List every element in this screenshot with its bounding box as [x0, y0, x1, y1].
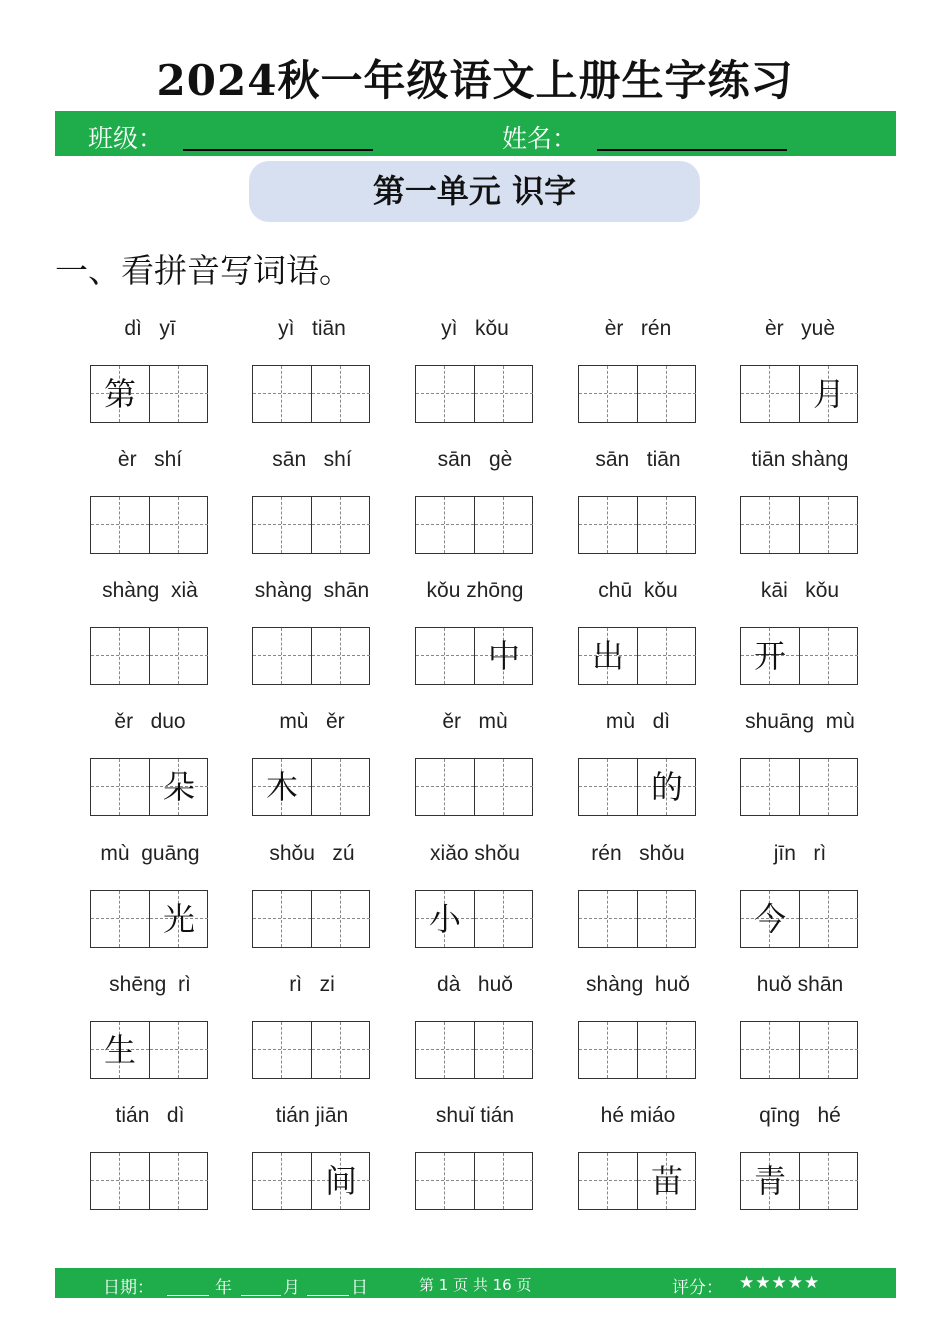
- writing-square[interactable]: [579, 891, 637, 947]
- writing-square[interactable]: [741, 366, 799, 422]
- hint-character: 小: [428, 900, 461, 938]
- exercise-item: [65, 317, 235, 447]
- exercise-item: [227, 448, 397, 578]
- hint-character: [579, 1022, 637, 1078]
- hint-character: [741, 497, 799, 553]
- hint-character: [800, 891, 858, 947]
- writing-square[interactable]: [253, 628, 311, 684]
- hint-character: [253, 628, 311, 684]
- pinyin-label: shuāng mù: [745, 710, 855, 733]
- hint-character: [579, 891, 637, 947]
- hint-character: [91, 759, 149, 815]
- hint-character: [475, 1022, 533, 1078]
- writing-square[interactable]: [741, 891, 799, 947]
- exercise-item: [715, 842, 885, 972]
- pinyin-label: yì kǒu: [441, 317, 509, 340]
- pinyin-label: shàng huǒ: [586, 973, 690, 996]
- writing-square[interactable]: [474, 366, 532, 422]
- hint-character: [800, 1153, 858, 1209]
- writing-grid: [415, 758, 533, 816]
- writing-grid: [90, 496, 208, 554]
- exercise-item: [390, 448, 560, 578]
- writing-square[interactable]: [149, 1153, 207, 1209]
- writing-square[interactable]: [799, 759, 857, 815]
- pinyin-label: rì zi: [289, 973, 335, 996]
- writing-grid: [578, 365, 696, 423]
- unit-heading: 第一单元 识字: [249, 161, 700, 222]
- writing-square[interactable]: [416, 366, 474, 422]
- writing-grid: [252, 496, 370, 554]
- pinyin-label: sān gè: [437, 448, 513, 471]
- hint-character: [312, 366, 370, 422]
- writing-grid: [90, 365, 208, 423]
- exercise-item: [390, 842, 560, 972]
- hint-character: [416, 1022, 474, 1078]
- hint-character: 中: [487, 637, 520, 675]
- hint-character: [150, 628, 208, 684]
- hint-character: [475, 366, 533, 422]
- hint-character: 木: [265, 768, 298, 806]
- writing-square[interactable]: [311, 1022, 369, 1078]
- hint-character: 苗: [650, 1162, 683, 1200]
- writing-grid: [252, 1021, 370, 1079]
- exercise-item: [553, 842, 723, 972]
- writing-square[interactable]: [741, 1022, 799, 1078]
- score-label: 评分：: [672, 1278, 723, 1298]
- hint-character: [253, 1022, 311, 1078]
- writing-square[interactable]: [416, 891, 474, 947]
- writing-square[interactable]: [253, 1022, 311, 1078]
- hint-character: [800, 1022, 858, 1078]
- hint-character: 月: [812, 375, 845, 413]
- writing-square[interactable]: [799, 891, 857, 947]
- class-blank-line[interactable]: [183, 149, 373, 151]
- exercise-item: [227, 842, 397, 972]
- writing-grid: [252, 1152, 370, 1210]
- writing-square[interactable]: [253, 1153, 311, 1209]
- writing-square[interactable]: [637, 891, 695, 947]
- writing-grid: [415, 627, 533, 685]
- writing-grid: [252, 890, 370, 948]
- hint-character: 生: [103, 1031, 136, 1069]
- writing-grid: [740, 1021, 858, 1079]
- hint-character: [416, 628, 474, 684]
- exercise-item: [715, 710, 885, 840]
- hint-character: [416, 366, 474, 422]
- hint-character: 间: [324, 1162, 357, 1200]
- hint-character: [150, 1022, 208, 1078]
- exercise-item: [553, 317, 723, 447]
- writing-square[interactable]: [799, 628, 857, 684]
- exercise-item: [65, 1104, 235, 1234]
- writing-grid: [252, 365, 370, 423]
- hint-character: 朵: [162, 768, 195, 806]
- exercise-item: [715, 317, 885, 447]
- hint-character: [416, 759, 474, 815]
- hint-character: [253, 366, 311, 422]
- hint-character: [579, 759, 637, 815]
- writing-square[interactable]: [253, 366, 311, 422]
- pinyin-label: mù guāng: [100, 842, 200, 865]
- writing-grid: [415, 890, 533, 948]
- hint-character: [416, 1153, 474, 1209]
- writing-square[interactable]: [474, 759, 532, 815]
- writing-square[interactable]: [91, 1153, 149, 1209]
- writing-grid: [740, 496, 858, 554]
- writing-square[interactable]: [637, 759, 695, 815]
- day-blank[interactable]: [307, 1295, 349, 1296]
- writing-square[interactable]: [799, 1153, 857, 1209]
- pinyin-label: tián jiān: [275, 1104, 349, 1127]
- hint-character: 今: [753, 900, 786, 938]
- writing-grid: [90, 890, 208, 948]
- writing-grid: [740, 1152, 858, 1210]
- writing-square[interactable]: [416, 497, 474, 553]
- writing-square[interactable]: [416, 628, 474, 684]
- hint-character: [638, 891, 696, 947]
- pinyin-label: huǒ shān: [756, 973, 844, 996]
- writing-square[interactable]: [416, 759, 474, 815]
- hint-character: [416, 497, 474, 553]
- writing-square[interactable]: [91, 759, 149, 815]
- writing-square[interactable]: [474, 1153, 532, 1209]
- day-label: 日: [351, 1278, 368, 1298]
- writing-grid: [90, 627, 208, 685]
- writing-grid: [415, 1021, 533, 1079]
- hint-character: [253, 891, 311, 947]
- writing-square[interactable]: [474, 628, 532, 684]
- writing-square[interactable]: [579, 759, 637, 815]
- writing-grid: [740, 890, 858, 948]
- writing-grid: [578, 890, 696, 948]
- footer-bar: [55, 1268, 896, 1298]
- hint-character: [91, 891, 149, 947]
- hint-character: [800, 628, 858, 684]
- writing-square[interactable]: [416, 1022, 474, 1078]
- writing-square[interactable]: [799, 366, 857, 422]
- name-blank-line[interactable]: [597, 149, 787, 151]
- writing-square[interactable]: [149, 366, 207, 422]
- writing-square[interactable]: [637, 497, 695, 553]
- writing-square[interactable]: [741, 759, 799, 815]
- pinyin-label: jīn rì: [773, 842, 827, 865]
- name-label: 姓名：: [502, 124, 578, 153]
- hint-character: [253, 1153, 311, 1209]
- exercise-item: [715, 448, 885, 578]
- exercise-item: [553, 1104, 723, 1234]
- exercise-item: [227, 1104, 397, 1234]
- writing-square[interactable]: [149, 891, 207, 947]
- writing-grid: [578, 627, 696, 685]
- exercise-item: [715, 1104, 885, 1234]
- writing-square[interactable]: [311, 759, 369, 815]
- exercise-item: [227, 579, 397, 709]
- hint-character: [638, 366, 696, 422]
- hint-character: [91, 1153, 149, 1209]
- writing-grid: [740, 758, 858, 816]
- hint-character: [800, 759, 858, 815]
- exercise-item: [715, 973, 885, 1103]
- class-label: 班级：: [88, 124, 164, 153]
- pinyin-label: ěr mù: [442, 710, 508, 733]
- pinyin-label: ěr duo: [114, 710, 186, 733]
- exercise-item: [65, 448, 235, 578]
- writing-square[interactable]: [311, 628, 369, 684]
- writing-square[interactable]: [253, 891, 311, 947]
- pinyin-label: shàng shān: [254, 579, 370, 602]
- hint-character: [475, 497, 533, 553]
- hint-character: [312, 628, 370, 684]
- info-bar: [55, 111, 896, 156]
- writing-grid: [578, 496, 696, 554]
- year-blank[interactable]: [167, 1295, 209, 1296]
- writing-grid: [578, 1021, 696, 1079]
- writing-grid: [740, 627, 858, 685]
- hint-character: [91, 497, 149, 553]
- writing-grid: [252, 758, 370, 816]
- hint-character: [741, 366, 799, 422]
- exercise-item: [390, 579, 560, 709]
- pinyin-label: mù ěr: [279, 710, 345, 733]
- pinyin-label: kāi kǒu: [760, 579, 840, 602]
- hint-character: [312, 759, 370, 815]
- writing-square[interactable]: [637, 1022, 695, 1078]
- exercise-item: [553, 579, 723, 709]
- writing-square[interactable]: [91, 1022, 149, 1078]
- pinyin-label: kǒu zhōng: [426, 579, 524, 602]
- writing-square[interactable]: [149, 759, 207, 815]
- pinyin-label: shuǐ tián: [435, 1104, 515, 1127]
- hint-character: [312, 891, 370, 947]
- writing-square[interactable]: [637, 366, 695, 422]
- pinyin-label: chū kǒu: [598, 579, 678, 602]
- writing-square[interactable]: [474, 497, 532, 553]
- hint-character: [253, 497, 311, 553]
- hint-character: [800, 497, 858, 553]
- writing-square[interactable]: [637, 628, 695, 684]
- hint-character: [475, 891, 533, 947]
- hint-character: [91, 628, 149, 684]
- exercise-item: [553, 448, 723, 578]
- exercise-item: [390, 317, 560, 447]
- exercise-item: [65, 579, 235, 709]
- exercise-item: [227, 317, 397, 447]
- worksheet-title: 2024秋一年级语文上册生字练习: [156, 56, 794, 105]
- pinyin-label: shǒu zú: [269, 842, 355, 865]
- hint-character: [741, 759, 799, 815]
- hint-character: [579, 1153, 637, 1209]
- exercise-item: [227, 973, 397, 1103]
- writing-square[interactable]: [741, 497, 799, 553]
- writing-square[interactable]: [474, 891, 532, 947]
- pinyin-label: xiǎo shǒu: [430, 842, 520, 865]
- exercise-item: [390, 710, 560, 840]
- writing-square[interactable]: [311, 497, 369, 553]
- exercise-item: [553, 710, 723, 840]
- hint-character: 第: [103, 375, 136, 413]
- writing-grid: [90, 1152, 208, 1210]
- writing-square[interactable]: [741, 628, 799, 684]
- month-blank[interactable]: [241, 1295, 281, 1296]
- writing-square[interactable]: [311, 1153, 369, 1209]
- hint-character: [638, 497, 696, 553]
- hint-character: 青: [753, 1162, 786, 1200]
- writing-square[interactable]: [91, 891, 149, 947]
- pinyin-label: tián dì: [115, 1104, 185, 1127]
- writing-square[interactable]: [741, 1153, 799, 1209]
- writing-square[interactable]: [637, 1153, 695, 1209]
- hint-character: [741, 1022, 799, 1078]
- pinyin-label: qīng hé: [759, 1104, 841, 1127]
- writing-square[interactable]: [311, 891, 369, 947]
- writing-square[interactable]: [149, 1022, 207, 1078]
- writing-square[interactable]: [579, 497, 637, 553]
- exercise-item: [227, 710, 397, 840]
- exercise-item: [65, 842, 235, 972]
- page-info: 第 1 页 共 16 页: [419, 1276, 532, 1294]
- writing-square[interactable]: [91, 497, 149, 553]
- hint-character: [579, 366, 637, 422]
- month-label: 月: [283, 1278, 300, 1298]
- hint-character: [312, 1022, 370, 1078]
- hint-character: 光: [162, 900, 195, 938]
- writing-grid: [90, 1021, 208, 1079]
- hint-character: [475, 1153, 533, 1209]
- exercise-item: [65, 710, 235, 840]
- writing-square[interactable]: [799, 497, 857, 553]
- hint-character: 开: [753, 637, 786, 675]
- writing-square[interactable]: [149, 497, 207, 553]
- pinyin-label: dì yī: [124, 317, 176, 340]
- pinyin-label: shēng rì: [109, 973, 191, 996]
- writing-grid: [578, 1152, 696, 1210]
- pinyin-label: sān tiān: [595, 448, 681, 471]
- hint-character: 出: [591, 637, 624, 675]
- pinyin-label: hé miáo: [600, 1104, 676, 1127]
- writing-square[interactable]: [253, 497, 311, 553]
- writing-square[interactable]: [311, 366, 369, 422]
- year-label: 年: [215, 1278, 232, 1298]
- writing-square[interactable]: [579, 1153, 637, 1209]
- writing-grid: [415, 1152, 533, 1210]
- writing-square[interactable]: [416, 1153, 474, 1209]
- pinyin-label: sān shí: [272, 448, 352, 471]
- hint-character: [579, 497, 637, 553]
- hint-character: [638, 1022, 696, 1078]
- hint-character: 的: [650, 768, 683, 806]
- writing-grid: [90, 758, 208, 816]
- exercise-item: [390, 1104, 560, 1234]
- pinyin-label: èr shí: [117, 448, 183, 471]
- writing-grid: [740, 365, 858, 423]
- exercise-item: [553, 973, 723, 1103]
- pinyin-label: shàng xià: [102, 579, 198, 602]
- pinyin-label: èr rén: [604, 317, 672, 340]
- exercise-item: [715, 579, 885, 709]
- pinyin-label: yì tiān: [278, 317, 346, 340]
- pinyin-label: dà huǒ: [437, 973, 513, 996]
- hint-character: [150, 497, 208, 553]
- exercise-item: [65, 973, 235, 1103]
- pinyin-label: mù dì: [605, 710, 671, 733]
- writing-square[interactable]: [253, 759, 311, 815]
- writing-square[interactable]: [579, 366, 637, 422]
- writing-grid: [415, 365, 533, 423]
- rating-stars: ★★★★★: [739, 1273, 821, 1293]
- hint-character: [150, 1153, 208, 1209]
- date-label: 日期：: [103, 1278, 154, 1298]
- writing-square[interactable]: [474, 1022, 532, 1078]
- section-title: 一、看拼音写词语。: [55, 251, 352, 290]
- exercise-item: [390, 973, 560, 1103]
- hint-character: [150, 366, 208, 422]
- writing-square[interactable]: [579, 1022, 637, 1078]
- writing-square[interactable]: [91, 628, 149, 684]
- hint-character: [312, 497, 370, 553]
- writing-square[interactable]: [799, 1022, 857, 1078]
- pinyin-label: rén shǒu: [591, 842, 685, 865]
- writing-grid: [578, 758, 696, 816]
- writing-square[interactable]: [91, 366, 149, 422]
- pinyin-label: èr yuè: [764, 317, 836, 340]
- hint-character: [638, 628, 696, 684]
- hint-character: [475, 759, 533, 815]
- writing-square[interactable]: [149, 628, 207, 684]
- pinyin-label: tiān shàng: [751, 448, 849, 471]
- writing-grid: [415, 496, 533, 554]
- writing-grid: [252, 627, 370, 685]
- writing-square[interactable]: [579, 628, 637, 684]
